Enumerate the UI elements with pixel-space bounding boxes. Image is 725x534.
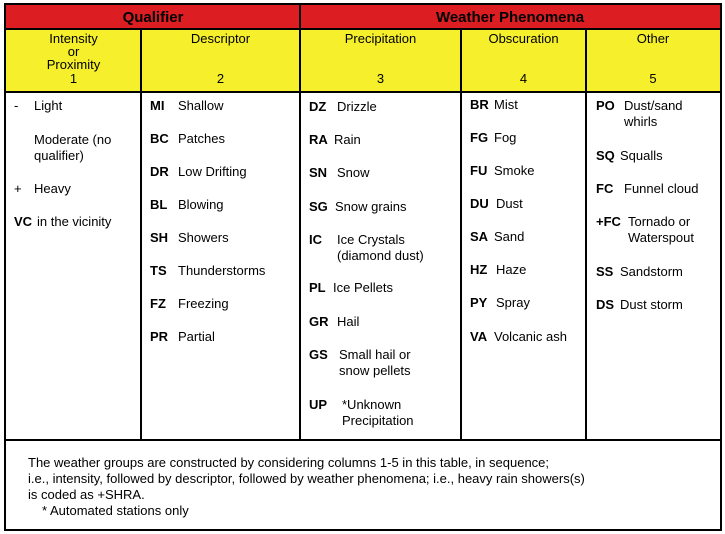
item-description: Funnel cloud — [624, 181, 699, 196]
item-code: SQ — [596, 148, 615, 163]
qualifier-header: Qualifier — [6, 5, 300, 30]
item-code: UP — [309, 397, 328, 412]
item-code: IC — [309, 232, 322, 247]
footnote — [28, 455, 585, 519]
list-item — [309, 314, 459, 330]
item-code: SH — [150, 230, 169, 245]
item-description: Showers — [178, 230, 229, 245]
column-number: 4 — [519, 71, 528, 86]
item-description: Ice Crystals (diamond dust) — [337, 232, 424, 263]
column-number: 2 — [216, 71, 225, 86]
item-code: GS — [309, 347, 328, 362]
item-code: FC — [596, 181, 614, 196]
item-description: Rain — [334, 132, 361, 147]
list-item — [150, 197, 298, 213]
list-item — [150, 131, 298, 147]
list-item — [470, 229, 584, 245]
item-code: MI — [150, 98, 165, 113]
automated-stations-note: * Automated stations only — [42, 503, 189, 518]
list-item — [309, 397, 459, 429]
item-description: Thunderstorms — [178, 263, 266, 278]
list-item — [470, 163, 584, 179]
list-item — [309, 232, 459, 264]
footnote-line: i.e., intensity, followed by descriptor, followed by weather phenomena; i.e., heavy rain showers(s) — [28, 471, 585, 486]
item-code: FZ — [150, 296, 166, 311]
column-number: 5 — [649, 71, 657, 86]
column-divider — [299, 5, 301, 441]
item-code: SG — [309, 199, 328, 214]
footer-divider — [6, 439, 720, 441]
item-description: Snow grains — [335, 199, 407, 214]
item-code: +FC — [596, 214, 621, 229]
item-description: Volcanic ash — [494, 329, 567, 344]
column-name: Obscuration — [488, 31, 559, 46]
item-description: Snow — [337, 165, 370, 180]
list-item — [470, 295, 584, 311]
column-number: 1 — [69, 71, 78, 86]
item-description: Dust/sand whirls — [624, 98, 683, 129]
item-code: SN — [309, 165, 328, 180]
item-description: Moderate (no qualifier) — [34, 132, 112, 163]
list-item — [14, 98, 138, 114]
item-description: Low Drifting — [178, 164, 247, 179]
list-item — [596, 148, 720, 164]
list-item — [150, 329, 298, 345]
list-item — [470, 97, 584, 113]
item-description: Light — [34, 98, 63, 113]
item-code: BL — [150, 197, 168, 212]
item-code: - — [14, 98, 19, 113]
item-code: HZ — [470, 262, 488, 277]
item-code: PR — [150, 329, 169, 344]
item-description: Shallow — [178, 98, 224, 113]
item-description: Blowing — [178, 197, 224, 212]
item-description: Haze — [496, 262, 527, 277]
list-item — [14, 214, 138, 230]
item-code: PO — [596, 98, 615, 113]
column-name: Other — [636, 31, 670, 46]
column-divider — [460, 30, 462, 441]
list-item — [150, 230, 298, 246]
item-description: Heavy — [34, 181, 71, 196]
item-description: Sandstorm — [620, 264, 683, 279]
weather-codes-table — [4, 3, 722, 531]
list-item — [470, 196, 584, 212]
list-item — [596, 264, 720, 280]
item-description: Smoke — [494, 163, 535, 178]
item-description: Small hail or snow pellets — [339, 347, 411, 378]
list-item — [596, 297, 720, 313]
item-code: DZ — [309, 99, 327, 114]
item-code: SA — [470, 229, 489, 244]
item-code: FU — [470, 163, 488, 178]
item-description: Ice Pellets — [333, 280, 393, 295]
footnote-line: The weather groups are constructed by considering columns 1-5 in this table, in sequence; — [28, 455, 550, 470]
item-description: Sand — [494, 229, 525, 244]
list-item — [150, 296, 298, 312]
list-item — [596, 181, 720, 197]
item-description: Spray — [496, 295, 530, 310]
list-item — [309, 165, 459, 181]
item-description: *Unknown Precipitation — [342, 397, 414, 428]
column-divider — [585, 30, 587, 441]
item-code: + — [14, 181, 22, 196]
item-description: Dust storm — [620, 297, 683, 312]
list-item — [14, 181, 138, 197]
list-item — [150, 263, 298, 279]
item-code: DS — [596, 297, 615, 312]
list-item — [309, 347, 459, 379]
list-item — [150, 98, 298, 114]
column-number: 3 — [376, 71, 385, 86]
item-description: Hail — [337, 314, 360, 329]
column-header-precipitation — [300, 30, 461, 93]
item-code: BC — [150, 131, 169, 146]
item-code: TS — [150, 263, 167, 278]
list-item — [14, 132, 138, 164]
column-name: Precipitation — [344, 31, 417, 46]
item-description: Patches — [178, 131, 225, 146]
list-item — [470, 262, 584, 278]
item-code: GR — [309, 314, 329, 329]
list-item — [309, 199, 459, 215]
list-item — [596, 214, 720, 246]
column-header-other — [586, 30, 720, 93]
item-code: PY — [470, 295, 488, 310]
item-code: SS — [596, 264, 614, 279]
item-code: RA — [309, 132, 328, 147]
footnote-line: is coded as +SHRA. — [28, 487, 145, 502]
list-item — [470, 130, 584, 146]
column-divider — [140, 30, 142, 441]
item-code: VC — [14, 214, 33, 229]
list-item — [309, 132, 459, 148]
item-description: Fog — [494, 130, 517, 145]
item-code: PL — [309, 280, 326, 295]
list-item — [596, 98, 720, 130]
column-header-descriptor — [141, 30, 300, 93]
item-description: Tornado or Waterspout — [628, 214, 694, 245]
item-code: FG — [470, 130, 489, 145]
item-code: DR — [150, 164, 169, 179]
column-header-obscuration — [461, 30, 586, 93]
item-code: BR — [470, 97, 489, 112]
item-description: Squalls — [620, 148, 663, 163]
list-item — [470, 329, 584, 345]
item-description: Drizzle — [337, 99, 377, 114]
item-description: Freezing — [178, 296, 229, 311]
list-item — [150, 164, 298, 180]
list-item — [309, 280, 459, 296]
column-name: Descriptor — [190, 31, 251, 46]
item-code: VA — [470, 329, 488, 344]
list-item — [309, 99, 459, 115]
item-description: Partial — [178, 329, 215, 344]
item-code: DU — [470, 196, 489, 211]
column-name: Intensity or Proximity — [46, 31, 101, 72]
item-description: Mist — [494, 97, 518, 112]
column-header-intensity — [6, 30, 141, 93]
item-description: in the vicinity — [37, 214, 112, 229]
item-description: Dust — [496, 196, 523, 211]
weather-phenomena-header: Weather Phenomena — [300, 5, 720, 30]
